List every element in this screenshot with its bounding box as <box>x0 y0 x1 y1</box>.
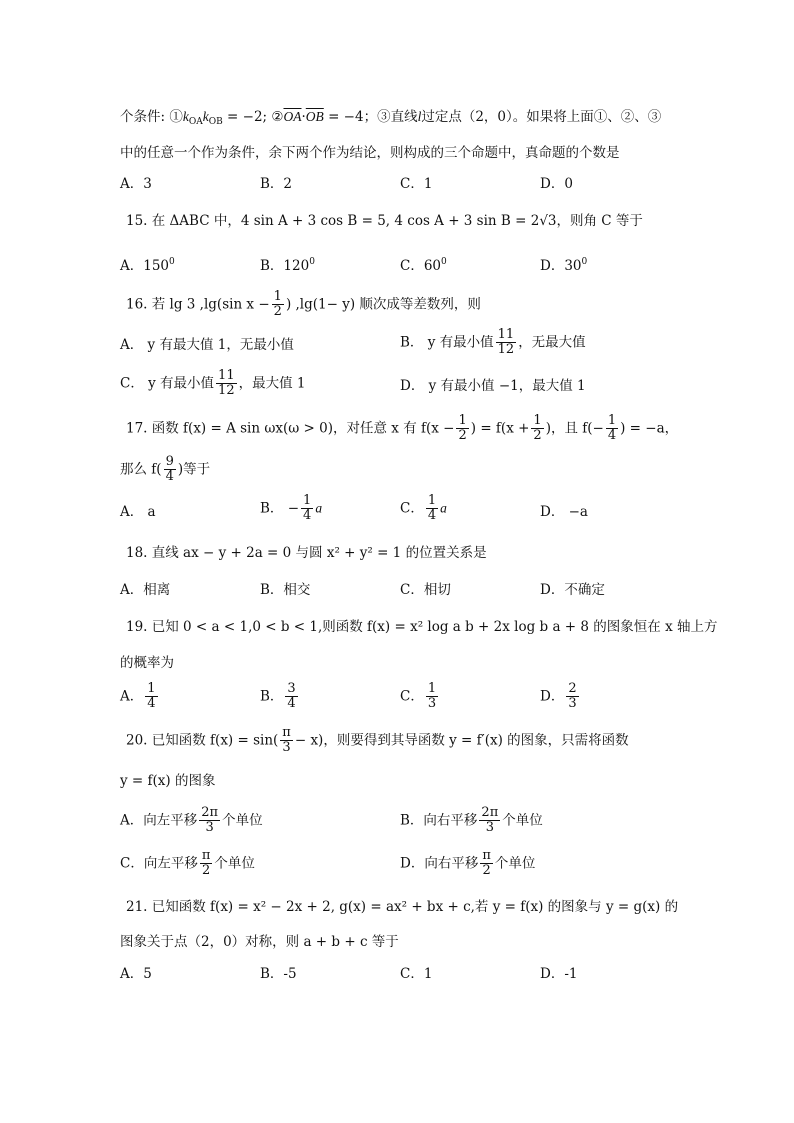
numerator: 1 <box>273 289 282 304</box>
text: 17. 函数 f(x) = A sin ωx(ω > 0)，对任意 x 有 f(x − <box>126 420 455 437</box>
text: C．向左平移 <box>120 855 198 872</box>
text: k <box>202 109 209 124</box>
denominator: 4 <box>607 428 617 444</box>
fraction <box>280 726 293 756</box>
denominator: 2 <box>273 304 282 320</box>
superscript: 0 <box>441 257 447 267</box>
fraction <box>285 682 297 712</box>
text: ) = f(x + <box>470 420 530 437</box>
numerator: 11 <box>218 368 235 383</box>
numerator: 3 <box>287 681 296 696</box>
denominator: 3 <box>568 696 577 712</box>
p19-option-a <box>120 682 160 712</box>
p17-line2 <box>120 455 210 485</box>
p21-option-a: A．5 <box>120 966 152 982</box>
fraction <box>216 369 237 399</box>
p18-stem: 18. 直线 ax − y + 2a = 0 与圆 x² + y² = 1 的位置关系是 <box>126 545 487 561</box>
subscript: OB <box>208 117 223 127</box>
fraction <box>164 455 176 485</box>
p16-option-a: A． y 有最大值 1，无最小值 <box>120 337 294 353</box>
denominator: 3 <box>205 820 214 836</box>
text: 个单位 <box>214 855 255 872</box>
text: l <box>417 109 422 124</box>
numerator: π <box>201 848 211 863</box>
p14-option-a: A．3 <box>120 176 152 192</box>
p18-option-c: C．相切 <box>400 582 451 598</box>
p17-option-c <box>400 494 447 524</box>
numerator: 1 <box>533 413 542 428</box>
numerator: 1 <box>458 413 467 428</box>
p21-option-c: C．1 <box>400 966 433 982</box>
superscript: 0 <box>581 257 588 267</box>
denominator: 2 <box>201 863 211 879</box>
text: B． − <box>260 500 300 517</box>
p20-option-c <box>120 849 255 879</box>
p17-option-b <box>260 494 322 524</box>
subscript: OA <box>188 117 203 127</box>
numerator: 1 <box>427 493 437 508</box>
text: − x)，则要得到其导函数 y = f′(x) 的图象，只需将函数 <box>294 732 629 749</box>
fraction <box>145 682 157 712</box>
denominator: 4 <box>427 508 437 524</box>
label: C．60 <box>400 258 442 274</box>
denominator: 3 <box>282 740 291 756</box>
fraction <box>456 414 468 444</box>
p20-option-a <box>120 806 263 836</box>
superscript: 0 <box>169 257 175 267</box>
numerator: 1 <box>147 681 156 696</box>
text: 个单位 <box>222 812 263 829</box>
p19-line2: 的概率为 <box>120 655 174 671</box>
denominator: 2 <box>533 428 542 444</box>
p15-option-b <box>260 258 315 274</box>
denominator: 4 <box>287 696 296 712</box>
numerator: 11 <box>497 327 515 342</box>
p15-option-c <box>400 258 447 274</box>
text: a <box>440 500 447 516</box>
label: B． <box>260 688 284 705</box>
text: · <box>301 109 306 125</box>
vector: $\overline{OB}$ <box>305 109 324 124</box>
text: 那么 f( <box>120 461 162 478</box>
fraction <box>199 806 220 836</box>
text: a <box>315 500 323 516</box>
p21-stem: 21. 已知函数 f(x) = x² − 2x + 2, g(x) = ax² + bx + c,若 y = f(x) 的图象与 y = g(x) 的 <box>126 899 679 915</box>
text: 过定点（2，0）。如果将上面①、②、③ <box>421 109 662 125</box>
p16-option-b <box>400 328 586 358</box>
label: A． <box>120 688 144 705</box>
p15-stem: 15. 在 ΔABC 中，4 sin A + 3 cos B = 5, 4 cos A + 3 sin B = 2√3，则角 C 等于 <box>126 213 643 229</box>
superscript: 0 <box>309 257 315 267</box>
p14-line1 <box>120 110 661 127</box>
text: )，且 f(− <box>545 420 604 437</box>
text: )等于 <box>177 461 211 478</box>
p20-option-b <box>400 806 543 836</box>
p17-option-a: A． a <box>120 504 156 520</box>
numerator: 2π <box>481 805 499 820</box>
text: 20. 已知函数 f(x) = sin( <box>126 732 279 749</box>
text: 个单位 <box>502 812 543 829</box>
text: B．向右平移 <box>400 812 478 829</box>
p18-option-b: B．相交 <box>260 582 311 598</box>
p20-option-d <box>400 849 535 879</box>
text: ，最大值 1 <box>238 375 306 392</box>
text: 16. 若 lg 3 ,lg(sin x − <box>126 296 270 313</box>
p14-line2: 中的任意一个作为条件，余下两个作为结论，则构成的三个命题中，真命题的个数是 <box>120 145 620 161</box>
numerator: 1 <box>427 681 437 696</box>
p21-line2: 图象关于点（2，0）对称，则 a + b + c 等于 <box>120 934 399 950</box>
denominator: 4 <box>165 469 174 485</box>
fraction <box>531 414 543 444</box>
text: C． y 有最小值 <box>120 375 215 392</box>
numerator: π <box>282 725 291 740</box>
numerator: 1 <box>607 413 617 428</box>
p14-option-c: C．1 <box>400 176 433 192</box>
p15-option-d <box>540 258 587 274</box>
denominator: 3 <box>485 820 494 836</box>
numerator: π <box>482 848 491 863</box>
text: = −2; ② <box>222 109 284 125</box>
label: A．150 <box>120 258 170 274</box>
p20-line2: y = f(x) 的图象 <box>120 773 216 789</box>
text: 个条件: ① <box>120 109 183 125</box>
text: ) ,lg(1− y) 顺次成等差数列，则 <box>285 296 481 313</box>
p16-option-c <box>120 369 305 399</box>
label: B．120 <box>260 258 310 274</box>
p14-option-b: B．2 <box>260 176 293 192</box>
label: D．30 <box>540 258 582 274</box>
denominator: 3 <box>427 696 437 712</box>
fraction <box>272 290 284 320</box>
numerator: 1 <box>303 493 312 508</box>
p21-option-b: B．-5 <box>260 966 297 982</box>
denominator: 4 <box>147 696 156 712</box>
text: C． <box>400 500 424 517</box>
text: k <box>182 109 189 124</box>
fraction <box>426 682 438 712</box>
denominator: 12 <box>497 342 515 358</box>
p17-option-d: D． −a <box>540 504 588 520</box>
numerator: 9 <box>165 454 174 469</box>
p19-option-d <box>540 682 581 712</box>
p21-option-d: D．-1 <box>540 966 578 982</box>
p16-option-d: D． y 有最小值 −1，最大值 1 <box>400 378 586 394</box>
fraction <box>566 682 578 712</box>
fraction <box>301 494 313 524</box>
text: = −4；③直线 <box>323 109 418 125</box>
p19-stem: 19. 已知 0 < a < 1,0 < b < 1,则函数 f(x) = x² log a b + 2x log b a + 8 的图象恒在 x 轴上方 <box>126 619 718 635</box>
p14-option-d: D．0 <box>540 176 573 192</box>
p16-stem <box>126 290 481 320</box>
text: 个单位 <box>494 855 536 872</box>
p19-option-c <box>400 682 440 712</box>
p19-option-b <box>260 682 300 712</box>
vector: $\overline{OA}$ <box>283 109 302 124</box>
fraction <box>200 849 213 879</box>
p18-option-d: D．不确定 <box>540 582 605 598</box>
text: D．向右平移 <box>400 855 479 872</box>
text: ，无最大值 <box>518 334 586 351</box>
p20-stem <box>126 726 629 756</box>
fraction <box>479 806 500 836</box>
label: D． <box>540 688 565 705</box>
p15-option-a <box>120 258 175 274</box>
fraction <box>480 849 493 879</box>
fraction <box>496 328 517 358</box>
denominator: 12 <box>218 383 235 399</box>
numerator: 2 <box>568 681 577 696</box>
denominator: 2 <box>482 863 491 879</box>
denominator: 2 <box>458 428 467 444</box>
p18-option-a: A．相离 <box>120 582 171 598</box>
numerator: 2π <box>201 805 219 820</box>
fraction <box>426 494 438 524</box>
denominator: 4 <box>303 508 312 524</box>
fraction <box>606 414 618 444</box>
label: C． <box>400 688 424 705</box>
text: A．向左平移 <box>120 812 198 829</box>
p17-stem <box>126 414 678 444</box>
text: B． y 有最小值 <box>400 334 494 351</box>
text: ) = −a， <box>620 420 679 437</box>
